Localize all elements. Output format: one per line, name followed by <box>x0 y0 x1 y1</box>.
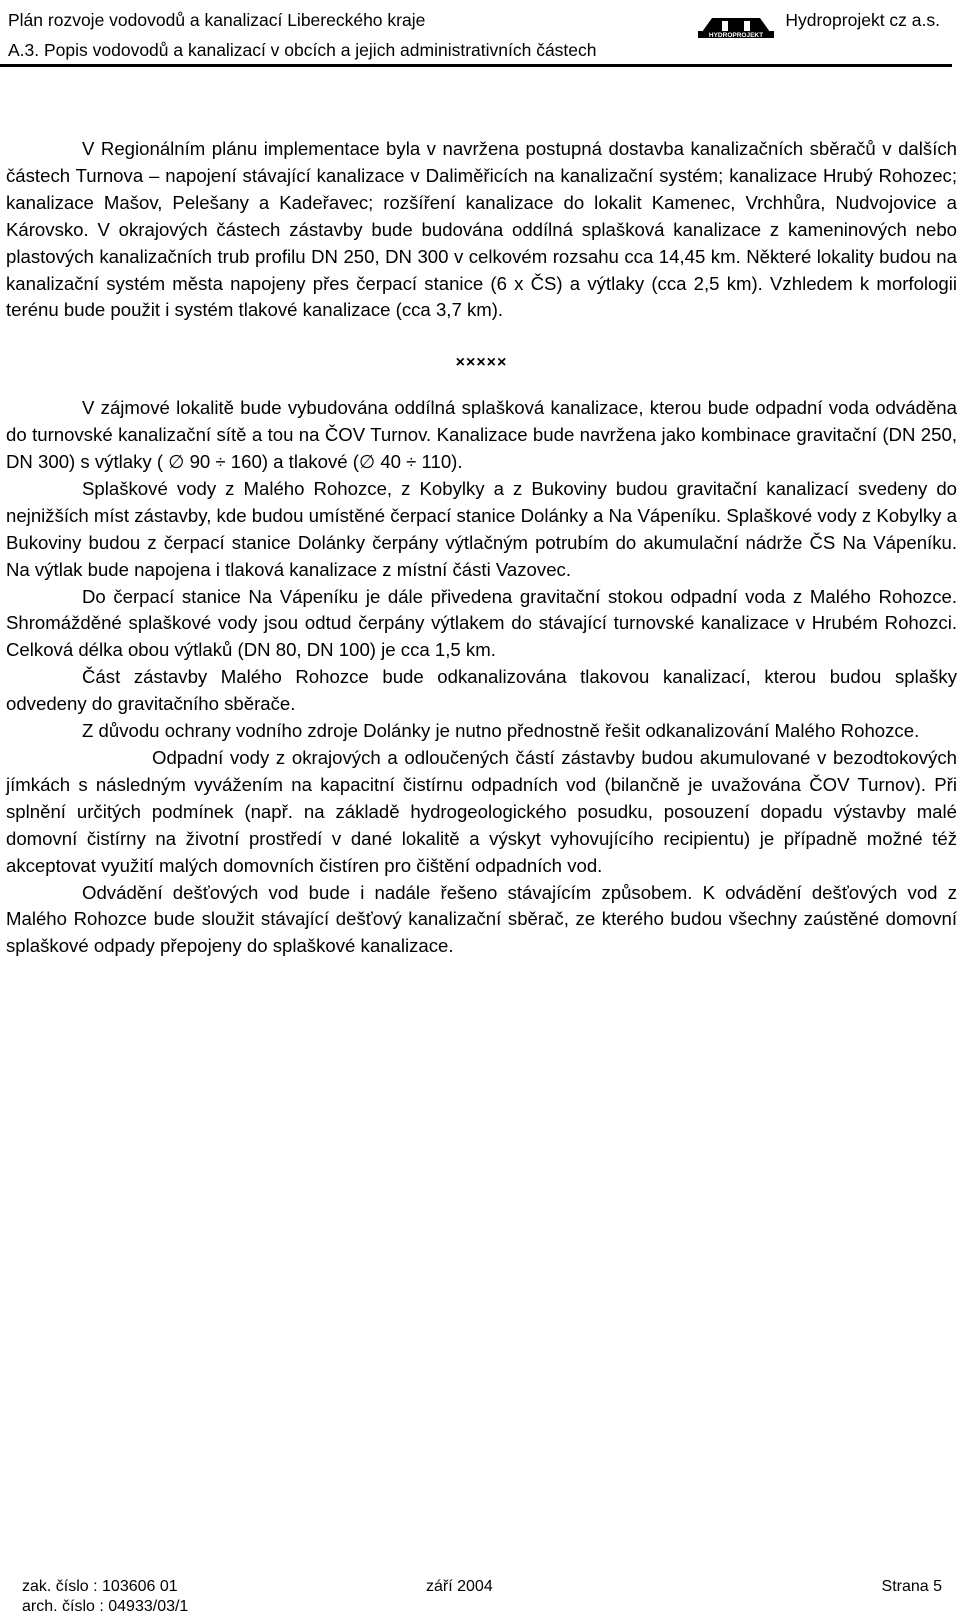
paragraph-storm-water: Odvádění dešťových vod bude i nadále řešeno stávajícím způsobem. K odvádění dešťových vod z Malého Rohozce bude sloužit stávající dešťový kanalizační sběrač, ze kterého budou všechny zaústěné domovní splaškové odpady přepojeny do splaškové kanalizace. <box>6 881 957 957</box>
section-separator: ××××× <box>455 354 508 372</box>
document-body <box>6 136 957 960</box>
paragraph-regional-plan: V Regionálním plánu implementace byla v navržena postupná dostavba kanalizačních sběračů v dalších částech Turnova – napojení stávající kanalizace v Daliměřicích na kanalizační systém; kanalizace Hrubý Rohozec; kanalizace Mašov, Pelešany a Kadeřavec; rozšíření kanalizace do lokalit Kamenec, Vrchhůra, Nudvojovice a Károvsko. V okrajových částech zástavby bude budována oddílná splašková kanalizace z kameninových nebo plastových kanalizačních trub profilu DN 250, DN 300 v celkovém rozsahu cca 14,45 km. Některé lokality budou na kanalizační systém města napojeny přes čerpací stanice (6 x ČS) a výtlaky (cca 2,5 km). Vzhledem k morfologii terénu bude použit i systém tlakové kanalizace (cca 3,7 km). <box>6 138 957 321</box>
paragraph-pressure-sewer: Část zástavby Malého Rohozce bude odkanalizována tlakovou kanalizací, kterou budou splašky odvedeny do gravitačního sběrače. <box>6 666 957 715</box>
page-number: Strana 5 <box>881 1578 942 1595</box>
contract-number: zak. číslo : 103606 01 <box>22 1578 178 1595</box>
hydroprojekt-logo <box>698 12 774 38</box>
header-divider <box>0 64 952 67</box>
company-name: Hydroprojekt cz a.s. <box>785 10 940 30</box>
svg-text:HYDROPROJEKT: HYDROPROJEKT <box>708 32 764 38</box>
archive-number: arch. číslo : 04933/03/1 <box>22 1598 189 1615</box>
paragraph-cesspools: Odpadní vody z okrajových a odloučených částí zástavby budou akumulované v bezodtokových jímkách s následným vyvážením na kapacitní čistírnu odpadních vod (bilančně je uvažována ČOV Turnov). Při splnění určitých podmínek (např. na základě hydrogeologického posudku, posouzení dopadu výstavby malé domovní čistírny na životní prostředí v dané lokalitě a výskyt vyhovujícího recipientu) je případně možné též akceptovat využití malých domovních čistíren pro čištění odpadních vod. <box>6 747 957 876</box>
document-title: Plán rozvoje vodovodů a kanalizací Libereckého kraje <box>8 10 426 30</box>
page-header <box>8 10 940 38</box>
document-date: září 2004 <box>426 1578 493 1595</box>
page-footer <box>22 1577 942 1617</box>
paragraph-water-source-protection: Z důvodu ochrany vodního zdroje Dolánky je nutno přednostně řešit odkanalizování Malého Rohozce. <box>82 720 920 742</box>
paragraph-sewage-collection: Splaškové vody z Malého Rohozce, z Kobylky a z Bukoviny budou gravitační kanalizací svedeny do nejnižších míst zástavby, kde budou umístěné čerpací stanice Dolánky a Na Vápeníku. Splaškové vody z Kobylky a Bukoviny budou z čerpací stanice Dolánky čerpány výtlačným potrubím do akumulační nádrže ČS Na Vápeníku. Na výtlak bude napojena i tlaková kanalizace z místní části Vazovec. <box>6 477 957 580</box>
paragraph-interest-area: V zájmové lokalitě bude vybudována oddílná splašková kanalizace, kterou bude odpadní voda odváděna do turnovské kanalizační sítě a tou na ČOV Turnov. Kanalizace bude navržena jako kombinace gravitační (DN 250, DN 300) s výtlaky ( ∅ 90 ÷ 160) a tlakové (∅ 40 ÷ 110). <box>6 397 957 473</box>
paragraph-pumping-station: Do čerpací stanice Na Vápeníku je dále přivedena gravitační stokou odpadní voda z Malého Rohozce. Shromážděné splaškové vody jsou odtud čerpány výtlakem do stávající turnovské kanalizace v Hrubém Rohozci. Celková délka obou výtlaků (DN 80, DN 100) je cca 1,5 km. <box>6 585 957 661</box>
section-title: A.3. Popis vodovodů a kanalizací v obcích a jejich administrativních částech <box>8 40 597 60</box>
